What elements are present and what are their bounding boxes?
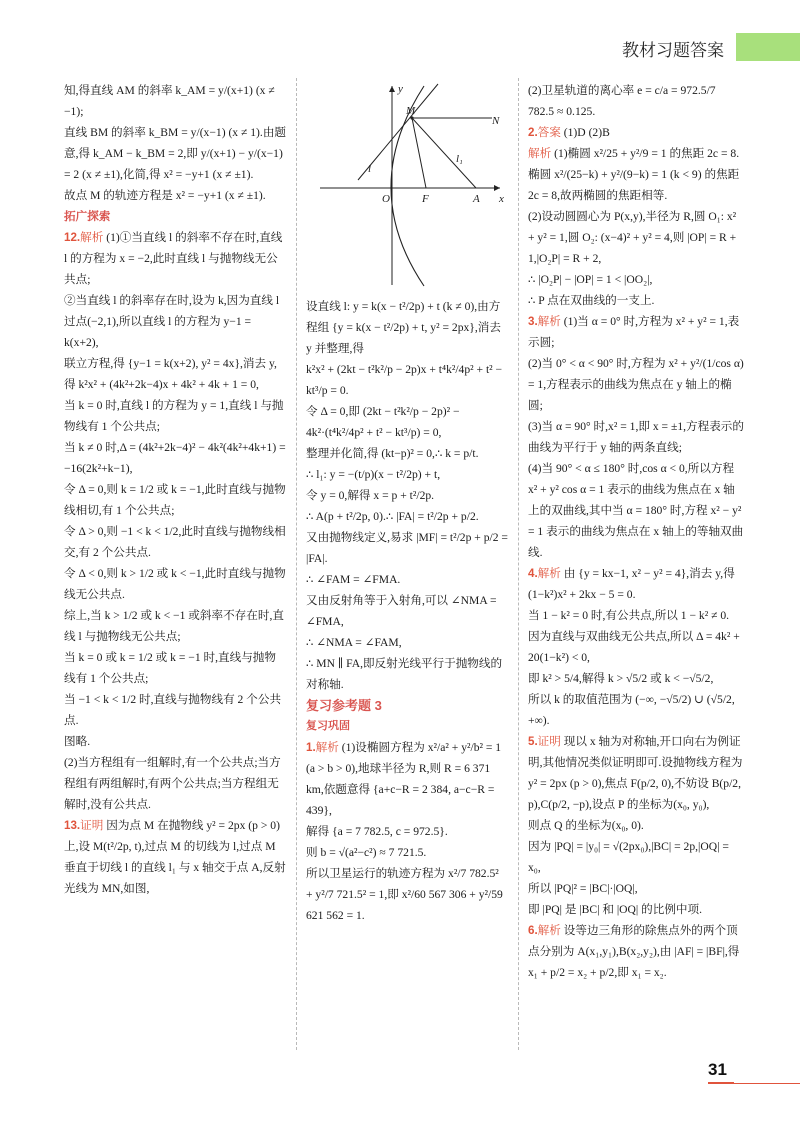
header-title: 教材习题答案 bbox=[622, 41, 724, 60]
text-line: 令 Δ = 0,则 k = 1/2 或 k = −1,此时直线与抛物线相切,有 1 个公共点; bbox=[64, 483, 286, 517]
text-line: 当 k ≠ 0 时,Δ = (4k²+2k−4)² − 4k²(4k²+4k+1) = −16(2k²+k−1), bbox=[64, 441, 286, 475]
answer-tag: 解析 bbox=[537, 315, 561, 328]
section-heading: 拓广探索 bbox=[64, 210, 111, 223]
text-line: ∴ A(p + t²/2p, 0).∴ |FA| = t²/2p + p/2. bbox=[306, 510, 479, 523]
text-line: 图略. bbox=[64, 735, 91, 748]
column-divider bbox=[518, 78, 519, 1050]
text-line: 当 1 − k² = 0 时,有公共点,所以 1 − k² ≠ 0. bbox=[528, 609, 730, 622]
page-rule bbox=[734, 1083, 800, 1084]
text-line: 6.解析 设等边三角形的除焦点外的两个顶点分别为 A(x₁,y₁),B(x₂,y₂),由 |AF| = |BF|,得 bbox=[528, 924, 740, 958]
text-line: 整理并化简,得 (kt−p)² = 0,∴ k = p/t. bbox=[306, 447, 479, 460]
label-o: O bbox=[382, 193, 390, 205]
text-line: 4.解析 由 {y = kx−1, x² − y² = 4},消去 y,得 (1−k²)x² + 2kx − 5 = 0. bbox=[528, 567, 735, 601]
text-line: 则 b = √(a²−c²) ≈ 7 721.5. bbox=[306, 846, 427, 859]
text-line: ②当直线 l 的斜率存在时,设为 k,因为直线 l 过点(−2,1),所以直线 l 的方程为 y−1 = k(x+2), bbox=[64, 294, 280, 349]
parabola-diagram bbox=[306, 80, 508, 290]
subsection-heading: 复习巩固 bbox=[306, 720, 350, 732]
text-line: 又由抛物线定义,易求 |MF| = t²/2p + p/2 = |FA|. bbox=[306, 531, 508, 565]
text-line: 5.证明 现以 x 轴为对称轴,开口向右为例证明,其他情况类似证明即可.设抛物线方程为 y² = 2px (p > 0),焦点 F(p/2, 0),不妨设 B(p/2, p),C(p/2, −p),设点 P 的坐标为(x₀, y₀), bbox=[528, 735, 743, 811]
text-line: 则点 Q 的坐标为(x₀, 0). bbox=[528, 819, 644, 832]
text-line: 解得 {a = 7 782.5, c = 972.5}. bbox=[306, 825, 448, 838]
x-axis-arrow bbox=[494, 185, 500, 191]
problem-number: 3. bbox=[528, 315, 538, 328]
section-heading-review: 复习参考题 3 bbox=[306, 698, 382, 713]
column-left bbox=[64, 80, 286, 899]
column-middle bbox=[306, 80, 508, 926]
answer-tag: 证明 bbox=[80, 819, 104, 832]
text-line: 故点 M 的轨迹方程是 x² = −y+1 (x ≠ ±1). bbox=[64, 189, 266, 202]
text-line: (3)当 α = 90° 时,x² = 1,即 x = ±1,方程表示的曲线为平行于 y 轴的两条直线; bbox=[528, 420, 744, 454]
text-line: ∴ P 点在双曲线的一支上. bbox=[528, 294, 655, 307]
column-right bbox=[528, 80, 744, 983]
answer-tag: 解析 bbox=[537, 567, 561, 580]
page-number-underline bbox=[708, 1082, 734, 1084]
text-line: ∴ |O₂P| − |OP| = 1 < |OO₂|, bbox=[528, 273, 653, 286]
text-line: (2)卫星轨道的离心率 e = c/a = 972.5/7 782.5 ≈ 0.125. bbox=[528, 84, 716, 118]
problem-number: 6. bbox=[528, 924, 538, 937]
label-a: A bbox=[473, 193, 480, 205]
text-line: (2)设动圆圆心为 P(x,y),半径为 R,圆 O₁: x² + y² = 1,圆 O₂: (x−4)² + y² = 4,则 |OP| = R + 1,|O₂P| = R + 2, bbox=[528, 210, 737, 265]
text-line: 当 −1 < k < 1/2 时,直线与抛物线有 2 个公共点. bbox=[64, 693, 282, 727]
text-line: 当 k = 0 或 k = 1/2 或 k = −1 时,直线与抛物线有 1 个公共点; bbox=[64, 651, 276, 685]
text-line: k²x² + (2kt − t²k²/p − 2p)x + t⁴k²/4p² + t² − kt³/p = 0. bbox=[306, 363, 503, 397]
text-line: 综上,当 k > 1/2 或 k < −1 或斜率不存在时,直线 l 与抛物线无公共点; bbox=[64, 609, 284, 643]
text-line: 直线 BM 的斜率 k_BM = y/(x−1) (x ≠ 1).由题意,得 k_AM − k_BM = 2,即 y/(x+1) − y/(x−1) = 2 (x ≠ ±1),化简,得 x² = −y+1 (x ≠ ±1). bbox=[64, 126, 287, 181]
text-line: 解析 (1)椭圆 x²/25 + y²/9 = 1 的焦距 2c = 8. bbox=[528, 147, 740, 160]
parabola-figure bbox=[306, 80, 508, 290]
text-line: (2)当 0° < α < 90° 时,方程为 x² + y²/(1/cos α) = 1,方程表示的曲线为焦点在 y 轴上的椭圆; bbox=[528, 357, 744, 412]
text-line: 令 y = 0,解得 x = p + t²/2p. bbox=[306, 489, 435, 502]
segment-mf bbox=[412, 118, 426, 188]
text-line: (4)当 90° < α ≤ 180° 时,cos α < 0,所以方程 x² + y² cos α = 1 表示的曲线为焦点在 x 轴上的双曲线,其中当 α = 180° 时,方程 x² − y² = 1 表示的曲线为焦点在 x 轴上的等轴双曲线. bbox=[528, 462, 744, 559]
page-number: 31 bbox=[708, 1060, 727, 1079]
text-line: 12.解析 (1)①当直线 l 的斜率不存在时,直线 l 的方程为 x = −2,此时直线 l 与抛物线无公共点; bbox=[64, 231, 283, 286]
text-line: 3.解析 (1)当 α = 0° 时,方程为 x² + y² = 1,表示圆; bbox=[528, 315, 740, 349]
text-line: ∴ ∠FAM = ∠FMA. bbox=[306, 573, 401, 586]
text-line: 1.解析 (1)设椭圆方程为 x²/a² + y²/b² = 1 (a > b > 0),地球半径为 R,则 R = 6 371 km,依题意得 {a+c−R = 2 384, a−c−R = 439}, bbox=[306, 741, 502, 817]
text-line: 设直线 l: y = k(x − t²/2p) + t (k ≠ 0),由方程组 {y = k(x − t²/2p) + t, y² = 2px},消去 y 并整理,得 bbox=[306, 300, 501, 355]
text-line: 当 k = 0 时,直线 l 的方程为 y = 1,直线 l 与抛物线有 1 个公共点; bbox=[64, 399, 284, 433]
label-f: F bbox=[422, 193, 429, 205]
text-line: 所以 k 的取值范围为 (−∞, −√5/2) ∪ (√5/2, +∞). bbox=[528, 693, 735, 727]
text-line: 13.证明 因为点 M 在抛物线 y² = 2px (p > 0)上,设 M(t²/2p, t),过点 M 的切线为 l,过点 M 垂直于切线 l 的直线 l₁ 与 x 轴交于点 A,反射光线为 MN,如图, bbox=[64, 819, 286, 895]
label-x: x bbox=[499, 193, 504, 205]
text-line: 令 Δ > 0,则 −1 < k < 1/2,此时直线与抛物线相交,有 2 个公共点. bbox=[64, 525, 286, 559]
label-m: M bbox=[406, 105, 416, 117]
answer-tag: 解析 bbox=[537, 924, 561, 937]
text-line: (2)当方程组有一组解时,有一个公共点;当方程组有两组解时,有两个公共点;当方程组无解时,没有公共点. bbox=[64, 756, 281, 811]
problem-number: 12. bbox=[64, 231, 81, 244]
answer-tag: 证明 bbox=[537, 735, 561, 748]
problem-number: 2. bbox=[528, 126, 538, 139]
label-l1: l₁ bbox=[456, 153, 463, 165]
text-line: 2.答案 (1)D (2)B bbox=[528, 126, 610, 139]
column-divider bbox=[296, 78, 297, 1050]
label-y: y bbox=[398, 83, 403, 95]
text-line: ∴ MN ∥ FA,即反射光线平行于抛物线的对称轴. bbox=[306, 657, 503, 691]
problem-number: 4. bbox=[528, 567, 538, 580]
problem-number: 13. bbox=[64, 819, 81, 832]
problem-number: 5. bbox=[528, 735, 538, 748]
answer-tag: 解析 bbox=[315, 741, 339, 754]
problem-number: 1. bbox=[306, 741, 316, 754]
text-line: 知,得直线 AM 的斜率 k_AM = y/(x+1) (x ≠ −1); bbox=[64, 84, 275, 118]
text-line: 因为 |PQ| = |y₀| = √(2px₀),|BC| = 2p,|OQ| = x₀, bbox=[528, 840, 729, 874]
answer-tag: 解析 bbox=[80, 231, 104, 244]
text-line: 又由反射角等于入射角,可以 ∠NMA = ∠FMA, bbox=[306, 594, 497, 628]
header-accent-bar bbox=[736, 33, 800, 61]
text-line: 所以 |PQ|² = |BC|·|OQ|, bbox=[528, 882, 638, 895]
text-line: x₁ + p/2 = x₂ + p/2,即 x₁ = x₂. bbox=[528, 966, 667, 979]
text-line: 即 |PQ| 是 |BC| 和 |OQ| 的比例中项. bbox=[528, 903, 702, 916]
y-axis-arrow bbox=[389, 86, 395, 92]
text-line: 所以卫星运行的轨迹方程为 x²/7 782.5² + y²/7 721.5² = 1,即 x²/60 567 306 + y²/59 621 562 = 1. bbox=[306, 867, 503, 922]
text-line: 即 k² > 5/4,解得 k > √5/2 或 k < −√5/2, bbox=[528, 672, 714, 685]
text-line: 令 Δ = 0,即 (2kt − t²k²/p − 2p)² − 4k²·(t⁴k²/4p² + t² − kt³/p) = 0, bbox=[306, 405, 460, 439]
text-line: 令 Δ < 0,则 k > 1/2 或 k < −1,此时直线与抛物线无公共点. bbox=[64, 567, 286, 601]
label-n: N bbox=[492, 115, 500, 127]
text-line: 因为直线与双曲线无公共点,所以 Δ = 4k² + 20(1−k²) < 0, bbox=[528, 630, 740, 664]
text-line: ∴ l₁: y = −(t/p)(x − t²/2p) + t, bbox=[306, 468, 441, 481]
answer-tag: 答案 bbox=[537, 126, 561, 139]
normal-line-l1 bbox=[412, 118, 476, 188]
text-line: ∴ ∠NMA = ∠FAM, bbox=[306, 636, 402, 649]
text-line: 联立方程,得 {y−1 = k(x+2), y² = 4x},消去 y,得 k²x² + (4k²+2k−4)x + 4k² + 4k + 1 = 0, bbox=[64, 357, 277, 391]
text-line: 椭圆 x²/(25−k) + y²/(9−k) = 1 (k < 9) 的焦距 2c = 8,故两椭圆的焦距相等. bbox=[528, 168, 740, 202]
answer-tag: 解析 bbox=[528, 147, 552, 160]
label-l: l bbox=[368, 163, 372, 175]
